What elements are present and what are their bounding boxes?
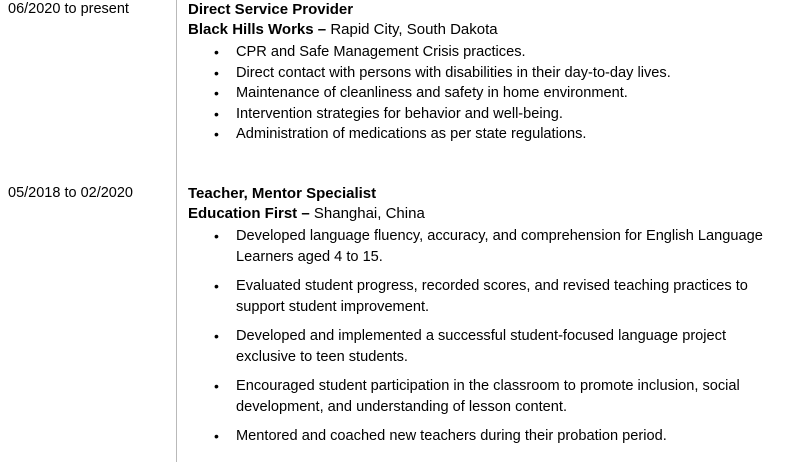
employer-separator: – — [317, 21, 327, 38]
list-item: • Maintenance of cleanliness and safety in home environment. — [188, 83, 784, 104]
responsibility-list — [188, 42, 784, 145]
list-item: • CPR and Safe Management Crisis practices. — [188, 42, 784, 63]
entry-body — [188, 0, 784, 145]
entry-date: 05/2018 to 02/2020 — [8, 185, 133, 201]
list-item: • Developed and implemented a successful student-focused language project exclusive to teen students. — [188, 326, 784, 367]
entry-date: 06/2020 to present — [8, 1, 129, 17]
column-divider — [176, 0, 177, 462]
employer-separator: – — [301, 205, 310, 222]
list-item: • Intervention strategies for behavior and well-being. — [188, 104, 784, 125]
job-title: Teacher, Mentor Specialist — [188, 185, 377, 202]
list-item: • Mentored and coached new teachers during their probation period. — [188, 426, 784, 447]
employer-line — [188, 20, 784, 40]
list-item: • Direct contact with persons with disabilities in their day-to-day lives. — [188, 63, 784, 84]
employer-name: Education First — [188, 205, 298, 222]
list-item: • Evaluated student progress, recorded scores, and revised teaching practices to support student improvement. — [188, 276, 784, 317]
employer-line — [188, 204, 784, 224]
employer-location: Shanghai, China — [313, 205, 425, 222]
list-item: • Administration of medications as per state regulations. — [188, 124, 784, 145]
responsibility-list — [188, 226, 784, 447]
entry-body — [188, 184, 784, 456]
list-item: • Developed language fluency, accuracy, and comprehension for English Language Learners aged 4 to 15. — [188, 226, 784, 267]
employer-name: Black Hills Works — [188, 21, 314, 38]
employer-location: Rapid City, South Dakota — [330, 21, 498, 38]
job-title: Direct Service Provider — [188, 1, 354, 18]
list-item: • Encouraged student participation in the classroom to promote inclusion, social development, and understanding of lesson content. — [188, 376, 784, 417]
